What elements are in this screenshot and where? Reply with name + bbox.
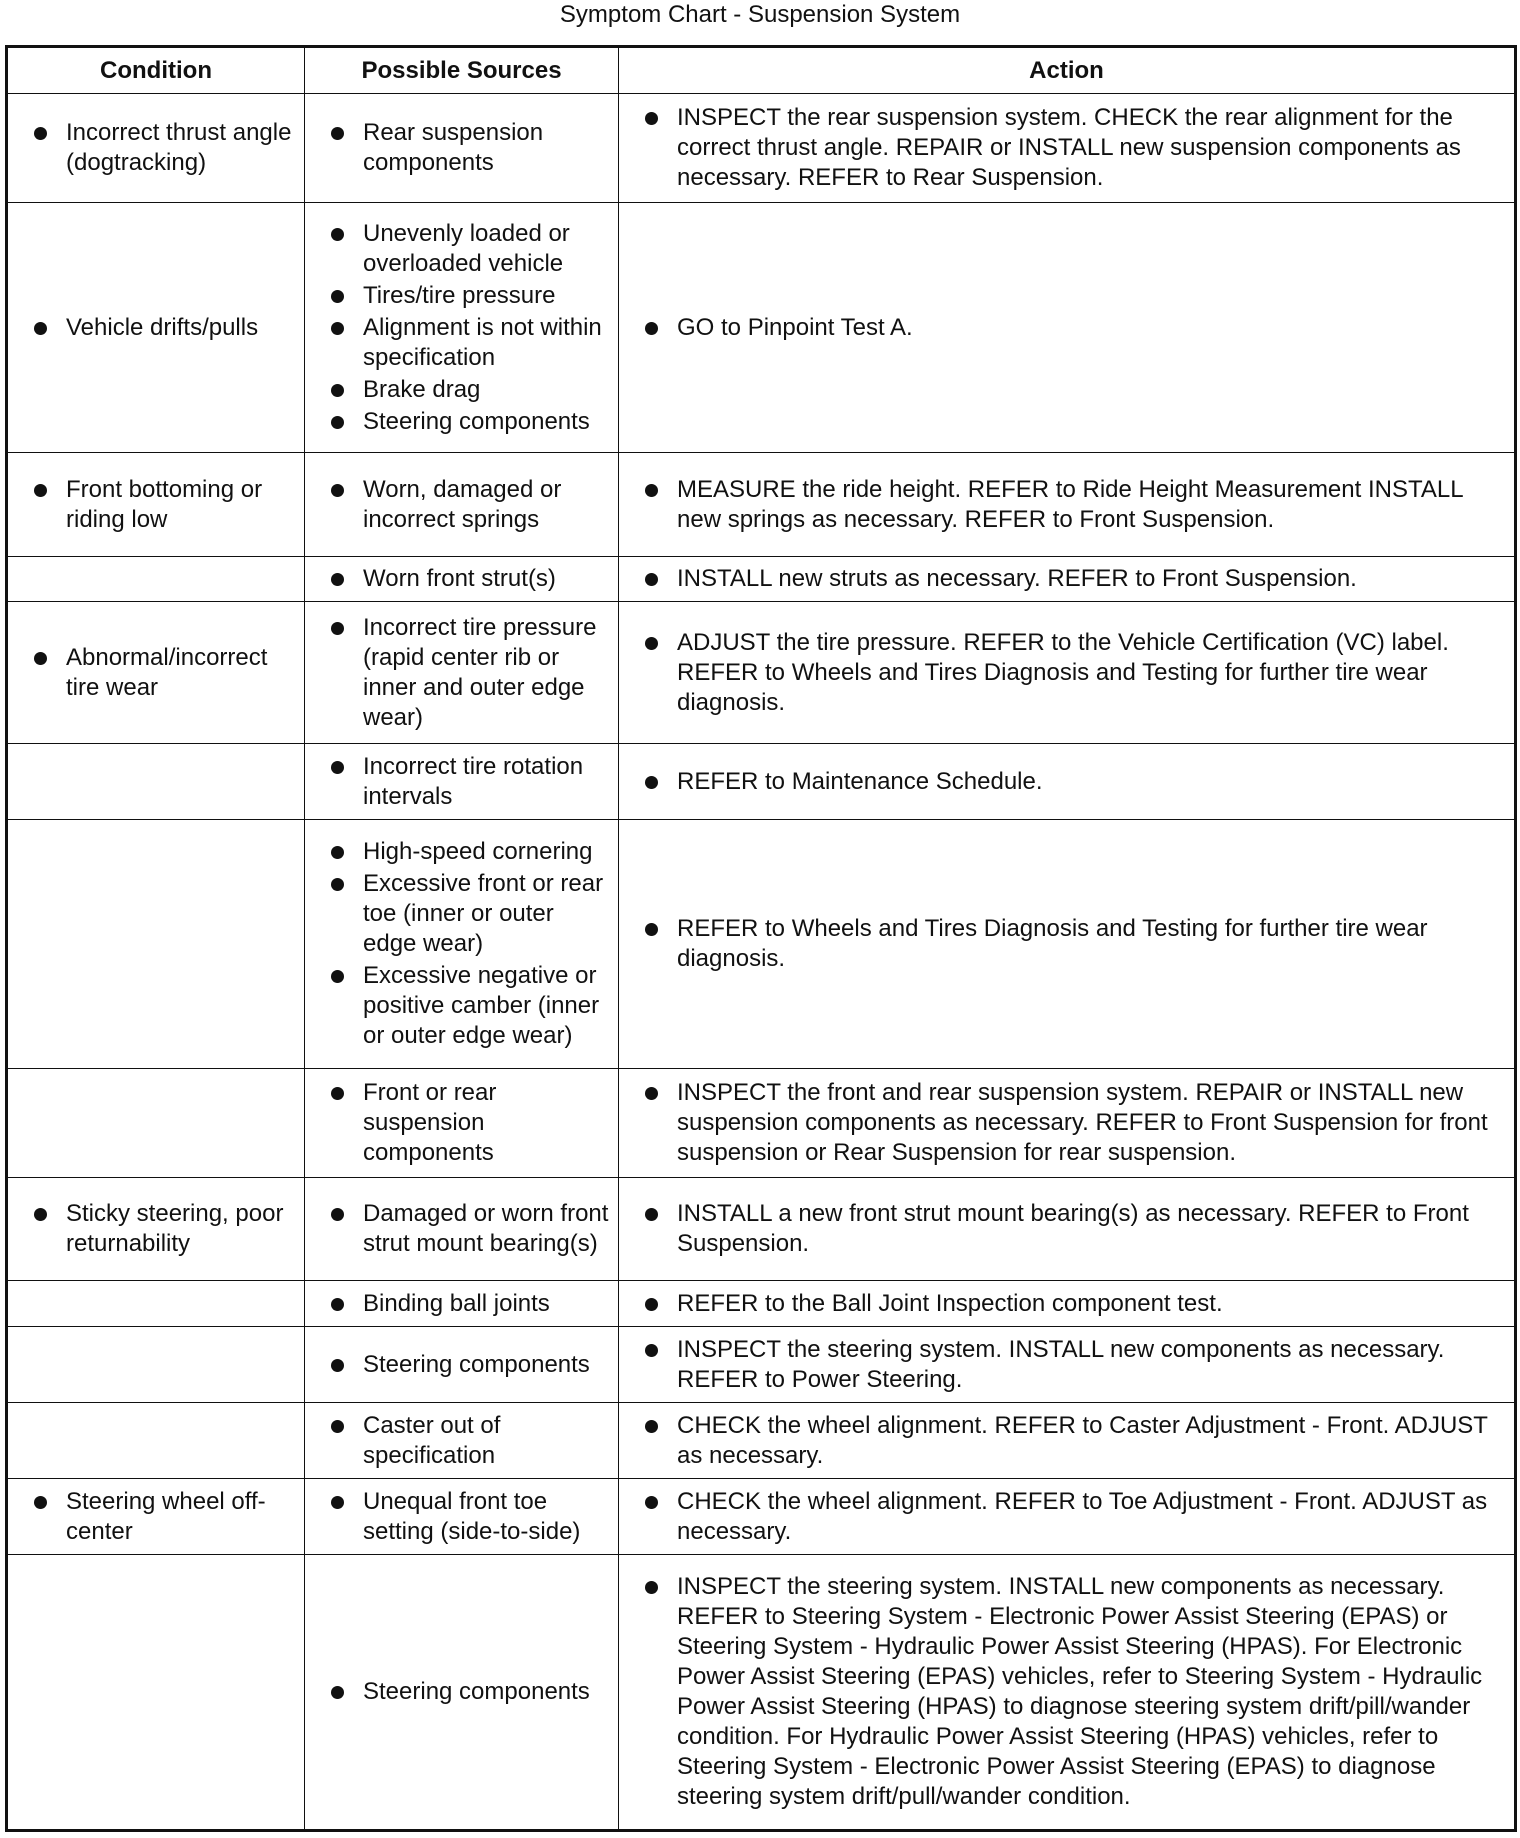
condition-list [32, 313, 298, 343]
table-row [7, 1555, 1516, 1831]
bullet-item: REFER to Wheels and Tires Diagnosis and Testing for further tire wear diagnosis. [643, 914, 1508, 974]
table-row [7, 820, 1516, 1069]
bullet-item: Front bottoming or riding low [32, 475, 298, 535]
sources-list [329, 1411, 612, 1471]
bullet-item: MEASURE the ride height. REFER to Ride Height Measurement INSTALL new springs as necessary. REFER to Front Suspension. [643, 475, 1508, 535]
sources-cell [305, 94, 619, 203]
bullet-item: Brake drag [329, 375, 612, 405]
table-row [7, 1403, 1516, 1479]
action-cell [619, 94, 1516, 203]
sources-list [329, 1078, 612, 1168]
header-row [7, 47, 1516, 94]
action-list [643, 1078, 1508, 1168]
condition-cell [7, 820, 305, 1069]
table-body [7, 94, 1516, 1831]
action-list [643, 628, 1508, 718]
condition-list [32, 118, 298, 178]
bullet-item: Unevenly loaded or overloaded vehicle [329, 219, 612, 279]
sources-cell [305, 1327, 619, 1403]
table-row [7, 1479, 1516, 1555]
bullet-item: Excessive front or rear toe (inner or outer edge wear) [329, 869, 612, 959]
condition-cell [7, 1178, 305, 1281]
condition-cell [7, 203, 305, 453]
bullet-item: Abnormal/incorrect tire wear [32, 643, 298, 703]
condition-list [32, 475, 298, 535]
sources-cell [305, 1403, 619, 1479]
bullet-item: Front or rear suspension components [329, 1078, 612, 1168]
sources-list [329, 752, 612, 812]
bullet-item: Steering components [329, 1350, 612, 1380]
action-cell [619, 1280, 1516, 1326]
action-list [643, 475, 1508, 535]
sources-list [329, 1289, 612, 1319]
bullet-item: Excessive negative or positive camber (inner or outer edge wear) [329, 961, 612, 1051]
sources-cell [305, 1555, 619, 1831]
page-title: Symptom Chart - Suspension System [559, 1, 961, 28]
bullet-item: REFER to the Ball Joint Inspection component test. [643, 1289, 1508, 1319]
action-list [643, 1289, 1508, 1319]
bullet-item: Binding ball joints [329, 1289, 612, 1319]
condition-cell [7, 556, 305, 601]
bullet-item: Vehicle drifts/pulls [32, 313, 298, 343]
action-list [643, 914, 1508, 974]
sources-list [329, 219, 612, 437]
sources-cell [305, 1069, 619, 1178]
action-cell [619, 1555, 1516, 1831]
bullet-item: Tires/tire pressure [329, 281, 612, 311]
action-cell [619, 556, 1516, 601]
sources-list [329, 837, 612, 1051]
sources-list [329, 1487, 612, 1547]
action-list [643, 767, 1508, 797]
condition-cell [7, 1327, 305, 1403]
action-cell [619, 820, 1516, 1069]
bullet-item: Steering components [329, 1677, 612, 1707]
bullet-item: Unequal front toe setting (side-to-side) [329, 1487, 612, 1547]
bullet-item: Steering wheel off-center [32, 1487, 298, 1547]
bullet-item: INSPECT the rear suspension system. CHECK the rear alignment for the correct thrust angle. REPAIR or INSTALL new suspension components as necessary. REFER to Rear Suspension. [643, 103, 1508, 193]
bullet-item: REFER to Maintenance Schedule. [643, 767, 1508, 797]
action-list [643, 103, 1508, 193]
table-row [7, 94, 1516, 203]
action-cell [619, 1403, 1516, 1479]
bullet-item: Incorrect thrust angle (dogtracking) [32, 118, 298, 178]
condition-cell [7, 744, 305, 820]
sources-cell [305, 203, 619, 453]
sources-cell [305, 602, 619, 744]
sources-cell [305, 1280, 619, 1326]
action-cell [619, 744, 1516, 820]
table-row [7, 556, 1516, 601]
condition-cell [7, 453, 305, 557]
action-cell [619, 1069, 1516, 1178]
sources-list [329, 1199, 612, 1259]
bullet-item: Worn, damaged or incorrect springs [329, 475, 612, 535]
table-row [7, 1280, 1516, 1326]
table-row [7, 1327, 1516, 1403]
sources-cell [305, 556, 619, 601]
bullet-item: Damaged or worn front strut mount bearing(s) [329, 1199, 612, 1259]
sources-cell [305, 744, 619, 820]
bullet-item: Alignment is not within specification [329, 313, 612, 373]
bullet-item: Steering components [329, 407, 612, 437]
action-cell [619, 203, 1516, 453]
bullet-item: Caster out of specification [329, 1411, 612, 1471]
table-row [7, 453, 1516, 557]
bullet-item: INSPECT the steering system. INSTALL new components as necessary. REFER to Power Steering. [643, 1335, 1508, 1395]
action-list [643, 564, 1508, 594]
action-cell [619, 1327, 1516, 1403]
table-row [7, 1178, 1516, 1281]
table-row [7, 203, 1516, 453]
action-list [643, 1487, 1508, 1547]
condition-cell [7, 1479, 305, 1555]
condition-list [32, 643, 298, 703]
table-row [7, 744, 1516, 820]
bullet-item: High-speed cornering [329, 837, 612, 867]
bullet-item: CHECK the wheel alignment. REFER to Caster Adjustment - Front. ADJUST as necessary. [643, 1411, 1508, 1471]
condition-cell [7, 1403, 305, 1479]
sources-list [329, 118, 612, 178]
sources-cell [305, 1479, 619, 1555]
condition-cell [7, 1069, 305, 1178]
sources-cell [305, 820, 619, 1069]
bullet-item: ADJUST the tire pressure. REFER to the Vehicle Certification (VC) label. REFER to Wheels and Tires Diagnosis and Testing for further tire wear diagnosis. [643, 628, 1508, 718]
action-cell [619, 453, 1516, 557]
sources-list [329, 564, 612, 594]
action-list [643, 1335, 1508, 1395]
header-action: Action [619, 47, 1516, 94]
bullet-item: INSPECT the steering system. INSTALL new components as necessary. REFER to Steering System - Electronic Power Assist Steering (EPAS) or Steering System - Hydraulic Power Assist Steering (HPAS). For Electronic Power Assist Steering (EPAS) vehicles, refer to Steering System - Hydraulic Power Assist Steering (HPAS) to diagnose steering system drift/pill/wander condition. For Hydraulic Power Assist Steering (HPAS) vehicles, refer to Steering System - Electronic Power Assist Steering (EPAS) to diagnose steering system drift/pull/wander condition. [643, 1572, 1508, 1812]
action-list [643, 1572, 1508, 1812]
header-possible-sources: Possible Sources [305, 47, 619, 94]
header-condition: Condition [7, 47, 305, 94]
condition-cell [7, 602, 305, 744]
action-list [643, 1199, 1508, 1259]
condition-cell [7, 94, 305, 203]
sources-list [329, 475, 612, 535]
condition-cell [7, 1555, 305, 1831]
action-cell [619, 1479, 1516, 1555]
action-cell [619, 1178, 1516, 1281]
symptom-chart-table [5, 45, 1517, 1832]
condition-list [32, 1199, 298, 1259]
condition-list [32, 1487, 298, 1547]
sources-list [329, 1677, 612, 1707]
bullet-item: Sticky steering, poor returnability [32, 1199, 298, 1259]
action-list [643, 313, 1508, 343]
action-cell [619, 602, 1516, 744]
sources-cell [305, 1178, 619, 1281]
bullet-item: CHECK the wheel alignment. REFER to Toe Adjustment - Front. ADJUST as necessary. [643, 1487, 1508, 1547]
bullet-item: INSTALL a new front strut mount bearing(s) as necessary. REFER to Front Suspension. [643, 1199, 1508, 1259]
table-row [7, 1069, 1516, 1178]
bullet-item: Rear suspension components [329, 118, 612, 178]
bullet-item: Worn front strut(s) [329, 564, 612, 594]
sources-list [329, 613, 612, 733]
table-row [7, 602, 1516, 744]
bullet-item: INSTALL new struts as necessary. REFER to Front Suspension. [643, 564, 1508, 594]
condition-cell [7, 1280, 305, 1326]
bullet-item: GO to Pinpoint Test A. [643, 313, 1508, 343]
bullet-item: Incorrect tire rotation intervals [329, 752, 612, 812]
bullet-item: Incorrect tire pressure (rapid center rib or inner and outer edge wear) [329, 613, 612, 733]
bullet-item: INSPECT the front and rear suspension system. REPAIR or INSTALL new suspension components as necessary. REFER to Front Suspension for front suspension or Rear Suspension for rear suspension. [643, 1078, 1508, 1168]
sources-cell [305, 453, 619, 557]
action-list [643, 1411, 1508, 1471]
sources-list [329, 1350, 612, 1380]
